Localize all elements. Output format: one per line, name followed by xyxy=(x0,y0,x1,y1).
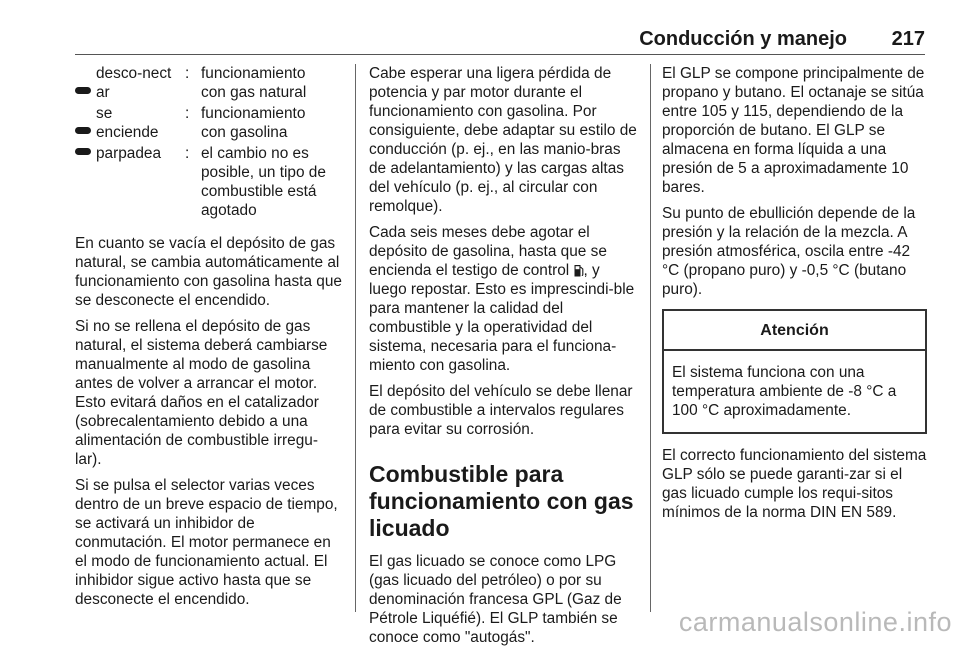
led-indicator-icon xyxy=(75,148,91,155)
notice-body: El sistema funciona con una temperatura ambiente de -8 °C a 100 °C aproximadamente. xyxy=(672,364,897,419)
state-colon: : xyxy=(185,65,190,82)
column-divider xyxy=(355,64,356,612)
section-heading: Combustible para funcionamiento con gas licuado xyxy=(369,461,634,541)
column-divider xyxy=(650,64,651,612)
paragraph: Su punto de ebullición depende de la presión y la relación de la mezcla. A presión atmosférica, oscila entre -42 °C (propano puro) y -0,5 °C (butano puro). xyxy=(662,205,916,298)
state-description: funcionamiento con gas natural xyxy=(201,65,307,101)
column-2 xyxy=(369,64,641,654)
column-1 xyxy=(75,64,343,616)
state-label: desco-nectar xyxy=(96,65,172,101)
fuel-pump-icon xyxy=(574,264,584,277)
column-3 xyxy=(662,64,927,529)
state-label: parpadea xyxy=(96,145,162,162)
paragraph: El depósito del vehículo se debe llenar de combustible a intervalos regulares para evitar su corrosión. xyxy=(369,383,633,438)
state-label: se enciende xyxy=(96,105,159,141)
page-number: 217 xyxy=(891,28,925,50)
paragraph: El GLP se compone principalmente de propano y butano. El octanaje se sitúa entre 105 y 115, dependiendo de la proporción de butano. El GLP se almacena en forma líquida a una presión de 5 a aproximadamente 10 bares. xyxy=(662,65,925,196)
state-description: el cambio no es posible, un tipo de combustible está agotado xyxy=(201,145,326,219)
page-header xyxy=(75,28,925,55)
led-indicator-icon xyxy=(75,127,91,134)
paragraph: Si no se rellena el depósito de gas natural, el sistema deberá cambiarse manualmente al modo de gasolina antes de volver a arrancar el motor. Esto evitará daños en el catalizador (sobrecalentamiento debido a una alimentación de combustible irregu-lar). xyxy=(75,318,328,468)
indicator-state-row xyxy=(75,104,343,142)
paragraph: Cada seis meses debe agotar el depósito de gasolina, hasta que se encienda el testigo de control , y luego repostar. Esto es imprescindi-ble para mantener la calidad del combustible y la operatividad del sistema, necesaria para el funciona-miento con gasolina. xyxy=(369,224,635,374)
paragraph: El gas licuado se conoce como LPG (gas licuado del petróleo) o por su denominación francesa GPL (Gaz de Pétrole Liquéfié). El GLP también se conoce como "autogás". xyxy=(369,553,622,646)
paragraph: El correcto funcionamiento del sistema GLP sólo se puede garanti-zar si el gas licuado cumple los requi-sitos mínimos de la norma DIN EN 589. xyxy=(662,447,927,521)
watermark: carmanualsonline.info xyxy=(678,607,952,637)
page-title: Conducción y manejo xyxy=(639,28,847,50)
paragraph: Cabe esperar una ligera pérdida de potencia y par motor durante el funcionamiento con gasolina. Por consiguiente, debe adaptar su estilo de conducción (p. ej., en las manio-bras de adelantamiento) y las cargas altas del vehículo (p. ej., al circular con remolque). xyxy=(369,65,637,215)
state-colon: : xyxy=(185,105,190,122)
led-indicator-icon xyxy=(75,87,91,94)
notice-box xyxy=(662,309,927,434)
state-colon: : xyxy=(185,145,190,162)
indicator-state-row xyxy=(75,144,343,220)
paragraph: En cuanto se vacía el depósito de gas natural, se cambia automáticamente al funcionamiento con gasolina hasta que se desconecte el encendido. xyxy=(75,235,342,309)
state-description: funcionamiento con gasolina xyxy=(201,105,306,141)
paragraph: Si se pulsa el selector varias veces dentro de un breve espacio de tiempo, se activará un inhibidor de conmutación. El motor permanece en el modo de funcionamiento actual. El inhibidor sigue activo hasta que se desconecte el encendido. xyxy=(75,477,338,608)
notice-title: Atención xyxy=(664,311,925,351)
indicator-state-row xyxy=(75,64,343,102)
